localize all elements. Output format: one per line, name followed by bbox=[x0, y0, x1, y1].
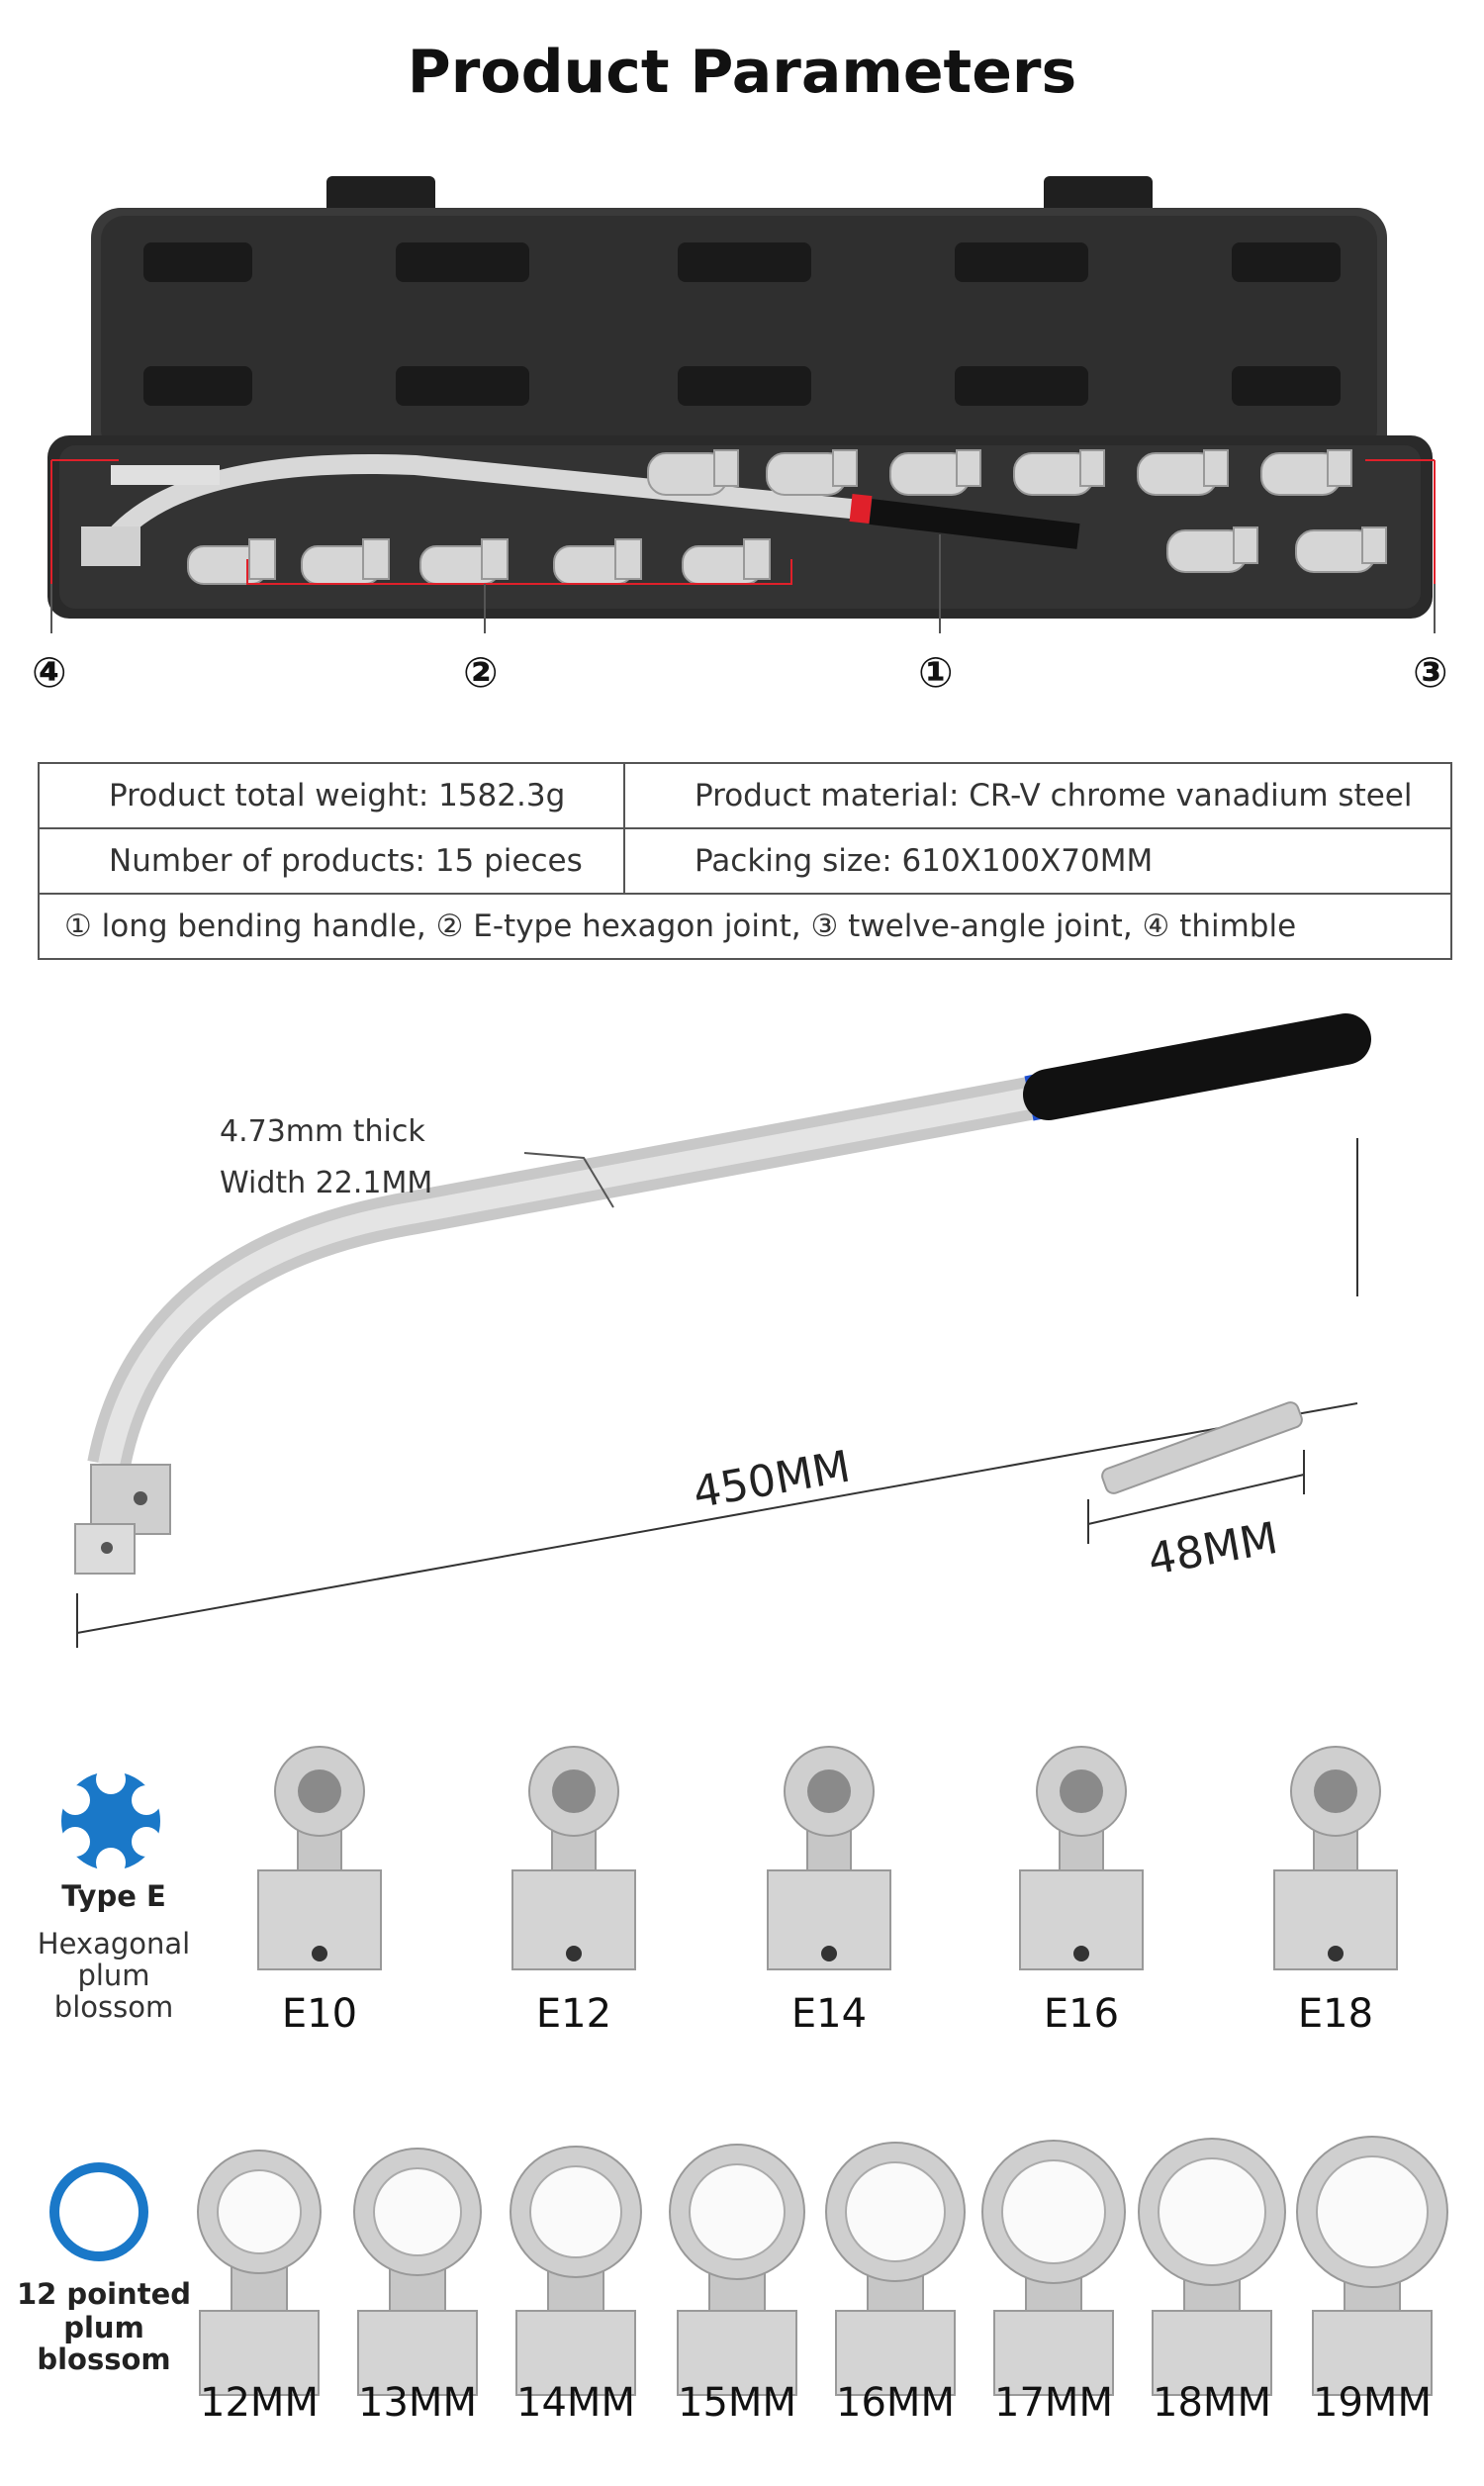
type-e-desc-2: plum bbox=[77, 1959, 150, 1992]
twelve-point-size-label: 13MM bbox=[358, 2380, 477, 2426]
twelve-point-joint bbox=[354, 2149, 481, 2395]
twelve-point-joint bbox=[510, 2147, 641, 2395]
twelve-point-size-label: 12MM bbox=[200, 2380, 319, 2426]
spec-legend: ① long bending handle, ② E-type hexagon joint, ③ twelve-angle joint, ④ thimble bbox=[39, 894, 1451, 959]
spec-material: Product material: CR-V chrome vanadium steel bbox=[624, 763, 1451, 828]
callout-3: ③ bbox=[1413, 648, 1448, 697]
page-title: Product Parameters bbox=[407, 38, 1077, 107]
e-joint bbox=[258, 1747, 381, 1969]
type-e-joints bbox=[0, 1732, 1484, 1992]
handle-width-label: Width 22.1MM bbox=[220, 1166, 433, 1200]
twelve-point-joint bbox=[826, 2143, 965, 2395]
twelve-point-size-label: 16MM bbox=[836, 2380, 955, 2426]
twelve-point-joint bbox=[982, 2141, 1125, 2395]
type-e-desc-3: blossom bbox=[53, 1990, 174, 2024]
e-size-label: E12 bbox=[535, 1991, 612, 2037]
twelve-point-joints bbox=[0, 2118, 1484, 2415]
type-e-icon bbox=[60, 1765, 161, 1877]
spec-weight: Product total weight: 1582.3g bbox=[39, 763, 624, 828]
handle-length-label: 450MM bbox=[689, 1441, 855, 1519]
twelve-point-icon bbox=[49, 2162, 148, 2261]
twelve-point-size-label: 17MM bbox=[994, 2380, 1113, 2426]
callout-2: ② bbox=[463, 648, 499, 697]
e-joint bbox=[512, 1747, 635, 1969]
callout-1: ① bbox=[918, 648, 954, 697]
e-size-label: E14 bbox=[790, 1991, 868, 2037]
twelve-point-joint bbox=[1297, 2137, 1447, 2395]
twelve-point-joint bbox=[198, 2151, 321, 2395]
twelve-point-size-label: 15MM bbox=[678, 2380, 796, 2426]
tool-case-image bbox=[0, 168, 1484, 703]
specs-table bbox=[38, 762, 1452, 960]
twelve-point-size-label: 19MM bbox=[1313, 2380, 1432, 2426]
twelve-point-size-label: 18MM bbox=[1153, 2380, 1271, 2426]
type-e-desc-1: Hexagonal bbox=[37, 1927, 191, 1960]
twelve-point-joint bbox=[1139, 2139, 1285, 2395]
callout-4: ④ bbox=[32, 648, 67, 697]
twelve-point-joint bbox=[670, 2145, 804, 2395]
e-size-label: E10 bbox=[281, 1991, 358, 2037]
e-size-label: E18 bbox=[1297, 1991, 1374, 2037]
e-size-label: E16 bbox=[1043, 1991, 1120, 2037]
spec-count: Number of products: 15 pieces bbox=[39, 828, 624, 894]
pin-length-label: 48MM bbox=[1144, 1512, 1282, 1586]
type-e-name: Type E bbox=[61, 1879, 166, 1913]
spec-packing: Packing size: 610X100X70MM bbox=[624, 828, 1451, 894]
twelve-point-size-label: 14MM bbox=[516, 2380, 635, 2426]
handle-thick-label: 4.73mm thick bbox=[220, 1114, 425, 1149]
e-joint bbox=[1020, 1747, 1143, 1969]
twelve-point-desc-1: 12 pointed bbox=[16, 2277, 191, 2311]
e-joint bbox=[768, 1747, 890, 1969]
e-joint bbox=[1274, 1747, 1397, 1969]
twelve-point-desc-2: plum blossom bbox=[37, 2311, 171, 2376]
